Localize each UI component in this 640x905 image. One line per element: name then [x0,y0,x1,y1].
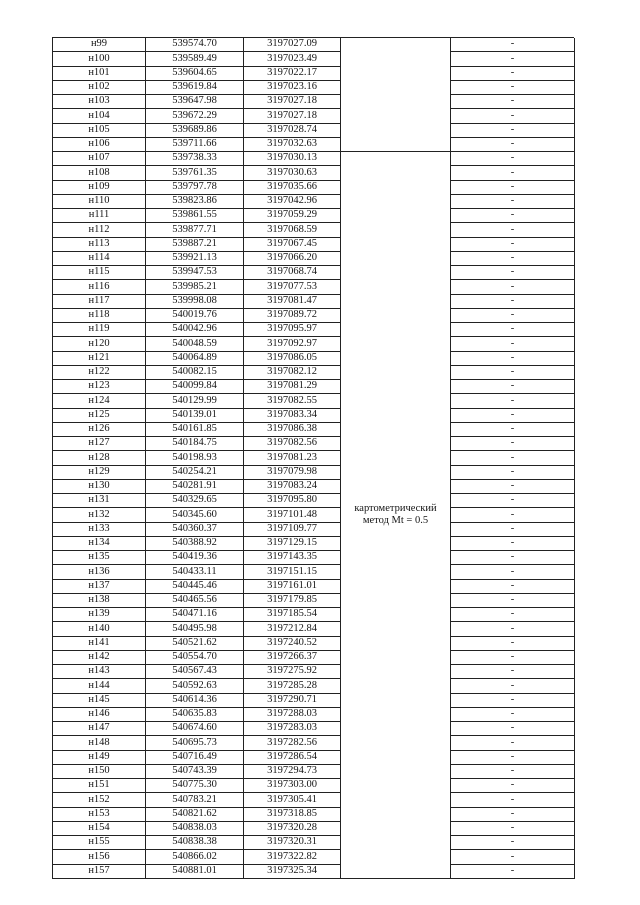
accuracy-dash-cell: - [451,494,575,508]
accuracy-dash-cell: - [451,793,575,807]
accuracy-dash-cell: - [451,708,575,722]
y-coordinate-cell: 3197290.71 [244,694,341,708]
x-coordinate-cell: 539947.53 [146,266,244,280]
accuracy-dash-cell: - [451,466,575,480]
point-id-cell: н125 [53,409,146,423]
y-coordinate-cell: 3197109.77 [244,523,341,537]
point-id-cell: н127 [53,437,146,451]
point-id-cell: н144 [53,679,146,693]
accuracy-dash-cell: - [451,679,575,693]
accuracy-dash-cell: - [451,637,575,651]
y-coordinate-cell: 3197066.20 [244,252,341,266]
x-coordinate-cell: 540048.59 [146,337,244,351]
point-id-cell: н101 [53,67,146,81]
accuracy-dash-cell: - [451,295,575,309]
point-id-cell: н157 [53,865,146,879]
y-coordinate-cell: 3197318.85 [244,808,341,822]
point-id-cell: н115 [53,266,146,280]
y-coordinate-cell: 3197283.03 [244,722,341,736]
accuracy-dash-cell: - [451,394,575,408]
y-coordinate-cell: 3197212.84 [244,622,341,636]
accuracy-dash-cell: - [451,209,575,223]
point-id-cell: н111 [53,209,146,223]
x-coordinate-cell: 539761.35 [146,166,244,180]
point-id-cell: н147 [53,722,146,736]
method-text-line2: метод Mt = 0.5 [362,514,429,526]
point-id-cell: н137 [53,580,146,594]
y-coordinate-cell: 3197151.15 [244,565,341,579]
y-coordinate-cell: 3197083.34 [244,409,341,423]
x-coordinate-cell: 540838.03 [146,822,244,836]
point-id-cell: н108 [53,166,146,180]
accuracy-dash-cell: - [451,694,575,708]
point-id-cell: н151 [53,779,146,793]
point-id-cell: н109 [53,181,146,195]
x-coordinate-cell: 540716.49 [146,751,244,765]
x-coordinate-cell: 540281.91 [146,480,244,494]
accuracy-dash-cell: - [451,451,575,465]
y-coordinate-cell: 3197077.53 [244,280,341,294]
x-coordinate-cell: 540775.30 [146,779,244,793]
point-id-cell: н145 [53,694,146,708]
x-coordinate-cell: 539921.13 [146,252,244,266]
y-coordinate-cell: 3197083.24 [244,480,341,494]
point-id-cell: н131 [53,494,146,508]
accuracy-dash-cell: - [451,181,575,195]
y-coordinate-cell: 3197030.13 [244,152,341,166]
y-coordinate-cell: 3197288.03 [244,708,341,722]
y-coordinate-cell: 3197320.28 [244,822,341,836]
y-coordinate-cell: 3197082.55 [244,394,341,408]
point-id-cell: н129 [53,466,146,480]
accuracy-dash-cell: - [451,565,575,579]
y-coordinate-cell: 3197305.41 [244,793,341,807]
point-id-cell: н120 [53,337,146,351]
x-coordinate-cell: 540345.60 [146,508,244,522]
y-coordinate-cell: 3197082.56 [244,437,341,451]
point-id-cell: н132 [53,508,146,522]
point-id-cell: н146 [53,708,146,722]
x-coordinate-cell: 539998.08 [146,295,244,309]
y-coordinate-cell: 3197086.38 [244,423,341,437]
point-id-cell: н104 [53,109,146,123]
accuracy-dash-cell: - [451,437,575,451]
point-id-cell: н103 [53,95,146,109]
point-id-cell: н156 [53,850,146,864]
y-coordinate-cell: 3197022.17 [244,67,341,81]
accuracy-dash-cell: - [451,580,575,594]
x-coordinate-cell: 540329.65 [146,494,244,508]
accuracy-dash-cell: - [451,252,575,266]
x-coordinate-cell: 540567.43 [146,665,244,679]
y-coordinate-cell: 3197086.05 [244,352,341,366]
x-coordinate-cell: 540495.98 [146,622,244,636]
x-coordinate-cell: 539647.98 [146,95,244,109]
x-coordinate-cell: 539877.71 [146,223,244,237]
x-coordinate-cell: 540198.93 [146,451,244,465]
point-id-cell: н126 [53,423,146,437]
x-coordinate-cell: 540433.11 [146,565,244,579]
point-id-cell: н105 [53,124,146,138]
x-coordinate-cell: 540866.02 [146,850,244,864]
accuracy-dash-cell: - [451,594,575,608]
point-id-cell: н139 [53,608,146,622]
point-id-cell: н135 [53,551,146,565]
x-coordinate-cell: 539985.21 [146,280,244,294]
y-coordinate-cell: 3197129.15 [244,537,341,551]
accuracy-dash-cell: - [451,808,575,822]
accuracy-dash-cell: - [451,409,575,423]
point-id-cell: н141 [53,637,146,651]
x-coordinate-cell: 540161.85 [146,423,244,437]
method-cell [341,152,451,879]
y-coordinate-cell: 3197101.48 [244,508,341,522]
point-id-cell: н116 [53,280,146,294]
x-coordinate-cell: 539672.29 [146,109,244,123]
x-coordinate-cell: 539589.49 [146,52,244,66]
x-coordinate-cell: 540881.01 [146,865,244,879]
y-coordinate-cell: 3197089.72 [244,309,341,323]
y-coordinate-cell: 3197079.98 [244,466,341,480]
point-id-cell: н133 [53,523,146,537]
y-coordinate-cell: 3197027.18 [244,95,341,109]
accuracy-dash-cell: - [451,352,575,366]
point-id-cell: н112 [53,223,146,237]
y-coordinate-cell: 3197325.34 [244,865,341,879]
y-coordinate-cell: 3197027.18 [244,109,341,123]
y-coordinate-cell: 3197042.96 [244,195,341,209]
x-coordinate-cell: 539604.65 [146,67,244,81]
y-coordinate-cell: 3197320.31 [244,836,341,850]
y-coordinate-cell: 3197179.85 [244,594,341,608]
y-coordinate-cell: 3197240.52 [244,637,341,651]
y-coordinate-cell: 3197095.97 [244,323,341,337]
x-coordinate-cell: 540695.73 [146,736,244,750]
point-id-cell: н128 [53,451,146,465]
point-id-cell: н130 [53,480,146,494]
y-coordinate-cell: 3197028.74 [244,124,341,138]
accuracy-dash-cell: - [451,651,575,665]
y-coordinate-cell: 3197035.66 [244,181,341,195]
point-id-cell: н102 [53,81,146,95]
accuracy-dash-cell: - [451,280,575,294]
accuracy-dash-cell: - [451,152,575,166]
point-id-cell: н100 [53,52,146,66]
point-id-cell: н110 [53,195,146,209]
y-coordinate-cell: 3197068.74 [244,266,341,280]
accuracy-dash-cell: - [451,95,575,109]
x-coordinate-cell: 539738.33 [146,152,244,166]
y-coordinate-cell: 3197081.47 [244,295,341,309]
accuracy-dash-cell: - [451,223,575,237]
point-id-cell: н155 [53,836,146,850]
x-coordinate-cell: 540419.36 [146,551,244,565]
accuracy-dash-cell: - [451,822,575,836]
y-coordinate-cell: 3197275.92 [244,665,341,679]
accuracy-dash-cell: - [451,238,575,252]
point-id-cell: н123 [53,380,146,394]
x-coordinate-cell: 540838.38 [146,836,244,850]
accuracy-dash-cell: - [451,508,575,522]
point-id-cell: н99 [53,38,146,52]
accuracy-dash-cell: - [451,765,575,779]
accuracy-dash-cell: - [451,865,575,879]
accuracy-dash-cell: - [451,779,575,793]
point-id-cell: н153 [53,808,146,822]
x-coordinate-cell: 539797.78 [146,181,244,195]
point-id-cell: н150 [53,765,146,779]
accuracy-dash-cell: - [451,622,575,636]
y-coordinate-cell: 3197081.23 [244,451,341,465]
y-coordinate-cell: 3197027.09 [244,38,341,52]
point-id-cell: н124 [53,394,146,408]
y-coordinate-cell: 3197185.54 [244,608,341,622]
x-coordinate-cell: 539711.66 [146,138,244,152]
y-coordinate-cell: 3197068.59 [244,223,341,237]
method-cell-empty [341,38,451,152]
x-coordinate-cell: 540743.39 [146,765,244,779]
point-id-cell: н122 [53,366,146,380]
x-coordinate-cell: 540254.21 [146,466,244,480]
x-coordinate-cell: 539689.86 [146,124,244,138]
point-id-cell: н119 [53,323,146,337]
x-coordinate-cell: 539887.21 [146,238,244,252]
point-id-cell: н140 [53,622,146,636]
point-id-cell: н106 [53,138,146,152]
y-coordinate-cell: 3197023.16 [244,81,341,95]
accuracy-dash-cell: - [451,323,575,337]
accuracy-dash-cell: - [451,380,575,394]
accuracy-dash-cell: - [451,537,575,551]
y-coordinate-cell: 3197143.35 [244,551,341,565]
x-coordinate-cell: 540592.63 [146,679,244,693]
point-id-cell: н121 [53,352,146,366]
accuracy-dash-cell: - [451,38,575,52]
method-text-line1: картометрический [354,502,437,514]
y-coordinate-cell: 3197023.49 [244,52,341,66]
accuracy-dash-cell: - [451,52,575,66]
x-coordinate-cell: 540184.75 [146,437,244,451]
x-coordinate-cell: 539619.84 [146,81,244,95]
x-coordinate-cell: 540139.01 [146,409,244,423]
accuracy-dash-cell: - [451,195,575,209]
x-coordinate-cell: 540471.16 [146,608,244,622]
y-coordinate-cell: 3197161.01 [244,580,341,594]
x-coordinate-cell: 540521.62 [146,637,244,651]
x-coordinate-cell: 540783.21 [146,793,244,807]
point-id-cell: н152 [53,793,146,807]
accuracy-dash-cell: - [451,736,575,750]
x-coordinate-cell: 540129.99 [146,394,244,408]
accuracy-dash-cell: - [451,665,575,679]
accuracy-dash-cell: - [451,850,575,864]
y-coordinate-cell: 3197286.54 [244,751,341,765]
point-id-cell: н154 [53,822,146,836]
x-coordinate-cell: 540465.56 [146,594,244,608]
point-id-cell: н143 [53,665,146,679]
point-id-cell: н142 [53,651,146,665]
x-coordinate-cell: 540360.37 [146,523,244,537]
y-coordinate-cell: 3197030.63 [244,166,341,180]
point-id-cell: н114 [53,252,146,266]
accuracy-dash-cell: - [451,366,575,380]
y-coordinate-cell: 3197059.29 [244,209,341,223]
x-coordinate-cell: 540554.70 [146,651,244,665]
point-id-cell: н149 [53,751,146,765]
point-id-cell: н117 [53,295,146,309]
x-coordinate-cell: 540388.92 [146,537,244,551]
x-coordinate-cell: 540821.62 [146,808,244,822]
y-coordinate-cell: 3197095.80 [244,494,341,508]
accuracy-dash-cell: - [451,124,575,138]
y-coordinate-cell: 3197303.00 [244,779,341,793]
x-coordinate-cell: 540445.46 [146,580,244,594]
accuracy-dash-cell: - [451,523,575,537]
y-coordinate-cell: 3197032.63 [244,138,341,152]
y-coordinate-cell: 3197294.73 [244,765,341,779]
x-coordinate-cell: 540019.76 [146,309,244,323]
point-id-cell: н113 [53,238,146,252]
y-coordinate-cell: 3197322.82 [244,850,341,864]
point-id-cell: н148 [53,736,146,750]
x-coordinate-cell: 539823.86 [146,195,244,209]
accuracy-dash-cell: - [451,67,575,81]
accuracy-dash-cell: - [451,109,575,123]
accuracy-dash-cell: - [451,309,575,323]
point-id-cell: н134 [53,537,146,551]
y-coordinate-cell: 3197285.28 [244,679,341,693]
y-coordinate-cell: 3197067.45 [244,238,341,252]
y-coordinate-cell: 3197081.29 [244,380,341,394]
y-coordinate-cell: 3197082.12 [244,366,341,380]
accuracy-dash-cell: - [451,608,575,622]
x-coordinate-cell: 540674.60 [146,722,244,736]
accuracy-dash-cell: - [451,138,575,152]
point-id-cell: н138 [53,594,146,608]
y-coordinate-cell: 3197282.56 [244,736,341,750]
accuracy-dash-cell: - [451,480,575,494]
accuracy-dash-cell: - [451,551,575,565]
y-coordinate-cell: 3197266.37 [244,651,341,665]
coordinates-table [52,37,574,879]
y-coordinate-cell: 3197092.97 [244,337,341,351]
accuracy-dash-cell: - [451,423,575,437]
accuracy-dash-cell: - [451,722,575,736]
x-coordinate-cell: 540635.83 [146,708,244,722]
accuracy-dash-cell: - [451,81,575,95]
x-coordinate-cell: 539574.70 [146,38,244,52]
accuracy-dash-cell: - [451,751,575,765]
point-id-cell: н136 [53,565,146,579]
accuracy-dash-cell: - [451,166,575,180]
x-coordinate-cell: 540099.84 [146,380,244,394]
accuracy-dash-cell: - [451,266,575,280]
x-coordinate-cell: 539861.55 [146,209,244,223]
point-id-cell: н118 [53,309,146,323]
x-coordinate-cell: 540042.96 [146,323,244,337]
point-id-cell: н107 [53,152,146,166]
accuracy-dash-cell: - [451,836,575,850]
x-coordinate-cell: 540082.15 [146,366,244,380]
x-coordinate-cell: 540614.36 [146,694,244,708]
x-coordinate-cell: 540064.89 [146,352,244,366]
accuracy-dash-cell: - [451,337,575,351]
